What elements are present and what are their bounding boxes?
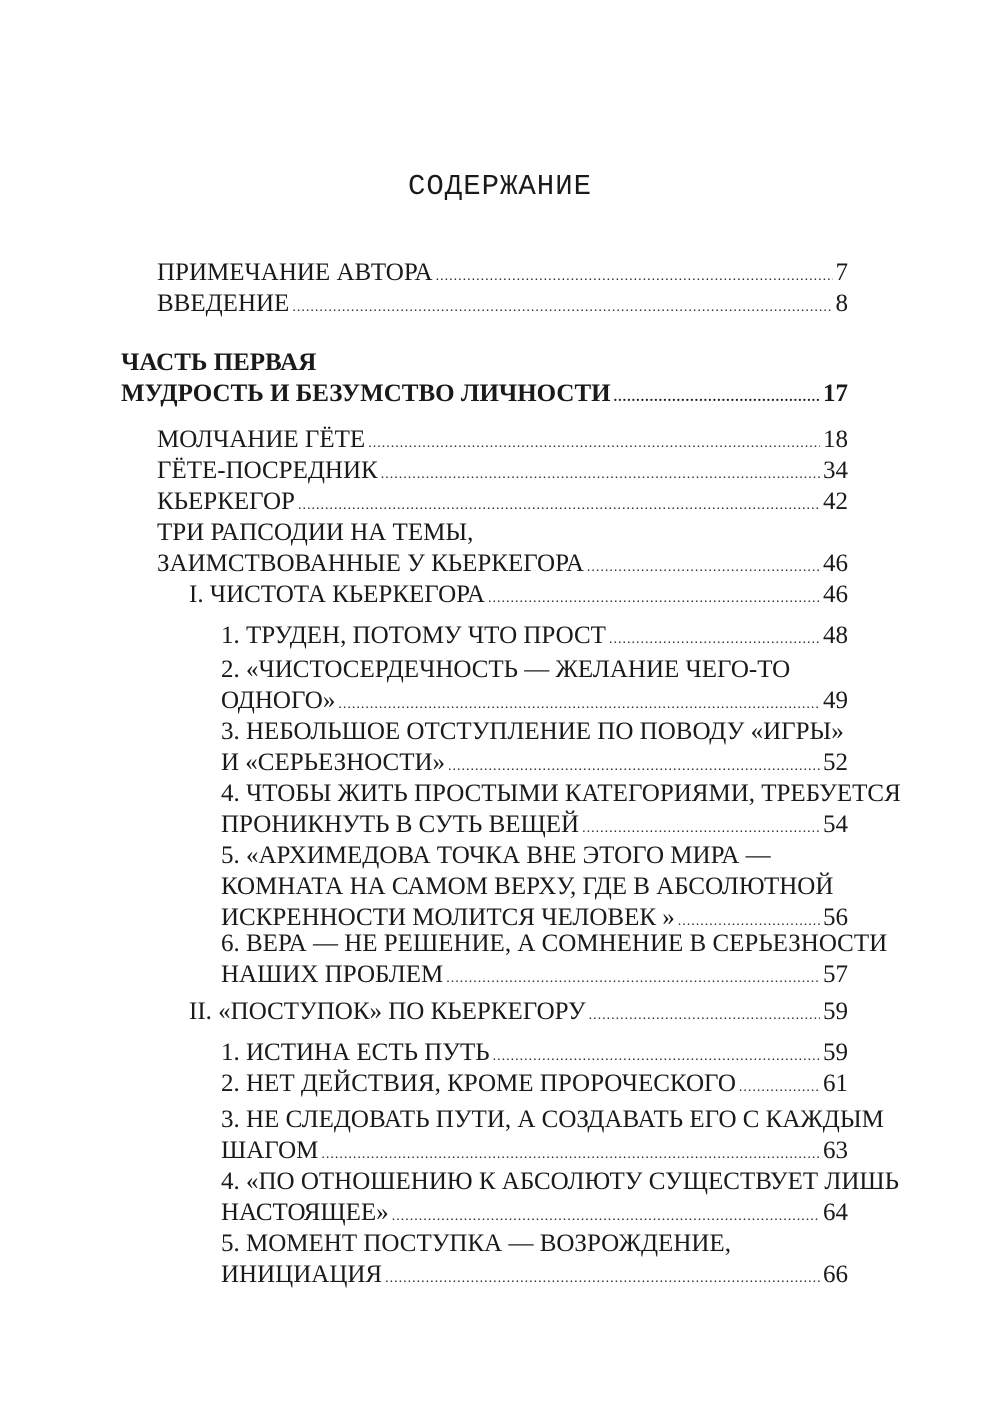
- toc-entry-title: 5. МОМЕНТ ПОСТУПКА — ВОЗРОЖДЕНИЕ,: [221, 1230, 731, 1257]
- toc-entry: [157, 256, 848, 291]
- dot-leader: [446, 962, 820, 996]
- toc-entry-title: КОМНАТА НА САМОМ ВЕРХУ, ГДЕ В АБСОЛЮТНОЙ: [221, 873, 834, 900]
- toc-page-number: 42: [823, 488, 848, 515]
- toc-entry-line: [221, 684, 848, 718]
- toc-entry-line: [221, 1227, 848, 1261]
- toc-entry-title: 6. ВЕРА — НЕ РЕШЕНИЕ, А СОМНЕНИЕ В СЕРЬЕЗНОСТИ: [221, 930, 888, 957]
- toc-entry: [221, 1165, 899, 1231]
- toc-entry: [221, 927, 888, 993]
- toc-entry-title: И «СЕРЬЕЗНОСТИ»: [221, 749, 446, 776]
- toc-entry-line: [221, 808, 848, 842]
- toc-entry-title: ЗАИМСТВОВАННЫЕ У КЬЕРКЕГОРА: [157, 550, 584, 577]
- toc-page-number: 56: [823, 904, 848, 931]
- toc-entry-line: [157, 423, 848, 457]
- toc-entry-line: [157, 547, 848, 581]
- toc-page-number: 7: [835, 259, 848, 286]
- toc-page-number: 48: [823, 622, 848, 649]
- toc-entry-title: 3. НЕБОЛЬШОЕ ОТСТУПЛЕНИЕ ПО ПОВОДУ «ИГРЫ»: [221, 718, 844, 745]
- dot-leader: [385, 1262, 820, 1296]
- toc-entry-title: ИСКРЕННОСТИ МОЛИТСЯ ЧЕЛОВЕК »: [221, 904, 675, 931]
- toc-entry-line: [221, 1258, 848, 1292]
- toc-page-number: 46: [823, 581, 848, 608]
- toc-entry-title: 4. «ПО ОТНОШЕНИЮ К АБСОЛЮТУ СУЩЕСТВУЕТ ЛИШЬ: [221, 1168, 899, 1195]
- toc-entry: [157, 485, 848, 520]
- toc-entry-title: НАСТОЯЩЕЕ»: [221, 1199, 389, 1226]
- toc-entry-title: ШАГОМ: [221, 1137, 319, 1164]
- toc-page-number: 54: [823, 811, 848, 838]
- toc-entry-title: ТРИ РАПСОДИИ НА ТЕМЫ,: [157, 519, 474, 546]
- toc-entry-line: [157, 454, 848, 488]
- toc-entry-title: II. «ПОСТУПОК» ПО КЬЕРКЕГОРУ: [189, 998, 586, 1025]
- toc-entry: [221, 1103, 884, 1169]
- toc-entry: [221, 619, 848, 654]
- toc-entry-title: КЬЕРКЕГОР: [157, 488, 295, 515]
- toc-entry-title: I. ЧИСТОТА КЬЕРКЕГОРА: [189, 581, 485, 608]
- toc-entry-title: 3. НЕ СЛЕДОВАТЬ ПУТИ, А СОЗДАВАТЬ ЕГО С КАЖДЫМ: [221, 1106, 884, 1133]
- dot-leader: [609, 623, 820, 657]
- toc-entry-line: [221, 958, 848, 992]
- toc-page-number: 61: [823, 1070, 848, 1097]
- toc-entry-title: ГЁТЕ-ПОСРЕДНИК: [157, 457, 378, 484]
- toc-entry: [189, 578, 848, 613]
- toc-entry-title: МУДРОСТЬ И БЕЗУМСТВО ЛИЧНОСТИ: [121, 380, 611, 407]
- toc-entry-title: ПРИМЕЧАНИЕ АВТОРА: [157, 259, 433, 286]
- toc-page-number: 64: [823, 1199, 848, 1226]
- toc-entry: [157, 287, 848, 322]
- toc-page-number: 59: [823, 1039, 848, 1066]
- toc-entry: [157, 454, 848, 489]
- toc-entry-line: [121, 377, 848, 411]
- toc-entry-line: [157, 485, 848, 519]
- toc-entry-title: 5. «АРХИМЕДОВА ТОЧКА ВНЕ ЭТОГО МИРА —: [221, 842, 771, 869]
- toc-entry-line: [157, 287, 848, 321]
- dot-leader: [614, 381, 820, 415]
- toc-page-number: 8: [835, 290, 848, 317]
- toc-entry-title: ПРОНИКНУТЬ В СУТЬ ВЕЩЕЙ: [221, 811, 580, 838]
- toc-entry-line: [221, 1134, 848, 1168]
- toc-entry-line: [221, 1165, 899, 1199]
- toc-entry-line: [221, 1103, 884, 1137]
- toc-entry: [221, 1067, 848, 1102]
- toc-entry-line: [189, 995, 848, 1029]
- dot-leader: [589, 999, 820, 1033]
- toc-entry-line: [221, 777, 901, 811]
- toc-page-number: 18: [823, 426, 848, 453]
- toc-page-number: 17: [823, 380, 848, 407]
- toc-page-number: 52: [823, 749, 848, 776]
- toc-entry-title: 4. ЧТОБЫ ЖИТЬ ПРОСТЫМИ КАТЕГОРИЯМИ, ТРЕБУЕТСЯ: [221, 780, 901, 807]
- toc-entry-title: 1. ТРУДЕН, ПОТОМУ ЧТО ПРОСТ: [221, 622, 606, 649]
- toc-entry-line: [157, 516, 848, 550]
- toc-entry-title: 1. ИСТИНА ЕСТЬ ПУТЬ: [221, 1039, 490, 1066]
- toc-page-number: 49: [823, 687, 848, 714]
- toc-entry-title: 2. «ЧИСТОСЕРДЕЧНОСТЬ — ЖЕЛАНИЕ ЧЕГО-ТО: [221, 656, 791, 683]
- toc-entry-line: [221, 619, 848, 653]
- toc-entry: [221, 653, 848, 719]
- toc-page-number: 59: [823, 998, 848, 1025]
- toc-entry: [221, 777, 901, 843]
- toc-entry-line: [221, 870, 848, 904]
- toc-entry-line: [221, 715, 848, 749]
- toc-page-number: 63: [823, 1137, 848, 1164]
- toc-entry-line: [157, 256, 848, 290]
- toc-entry-title: 2. НЕТ ДЕЙСТВИЯ, КРОМЕ ПРОРОЧЕСКОГО: [221, 1070, 736, 1097]
- toc-entry-line: [221, 1067, 848, 1101]
- page-title: СОДЕРЖАНИЕ: [407, 170, 593, 203]
- toc-entry: [221, 839, 848, 936]
- toc-entry-line: [221, 1036, 848, 1070]
- toc-entry: [221, 1036, 848, 1071]
- toc-entry-title: НАШИХ ПРОБЛЕМ: [221, 961, 444, 988]
- toc-entry: [221, 1227, 848, 1293]
- toc-entry-line: [221, 927, 888, 961]
- toc-page-number: 46: [823, 550, 848, 577]
- toc-entry-title: ЧАСТЬ ПЕРВАЯ: [121, 349, 317, 376]
- toc-entry: [157, 516, 848, 582]
- toc-entry-line: [221, 1196, 848, 1230]
- dot-leader: [488, 582, 820, 616]
- toc-entry: [157, 423, 848, 458]
- dot-leader: [292, 291, 832, 325]
- toc-entry-line: [121, 346, 848, 380]
- toc-page-number: 66: [823, 1261, 848, 1288]
- toc-page-number: 34: [823, 457, 848, 484]
- toc-entry-title: ОДНОГО»: [221, 687, 336, 714]
- toc-entry-line: [221, 653, 848, 687]
- toc-entry: [189, 995, 848, 1030]
- toc-page-number: 57: [823, 961, 848, 988]
- toc-entry-line: [221, 746, 848, 780]
- toc-entry-title: ВВЕДЕНИЕ: [157, 290, 290, 317]
- dot-leader: [739, 1071, 820, 1105]
- toc-entry-title: МОЛЧАНИЕ ГЁТЕ: [157, 426, 366, 453]
- toc-entry: [221, 715, 848, 781]
- toc-entry-title: ИНИЦИАЦИЯ: [221, 1261, 383, 1288]
- toc-entry-line: [189, 578, 848, 612]
- toc-entry: [121, 346, 848, 412]
- toc-entry-line: [221, 839, 848, 873]
